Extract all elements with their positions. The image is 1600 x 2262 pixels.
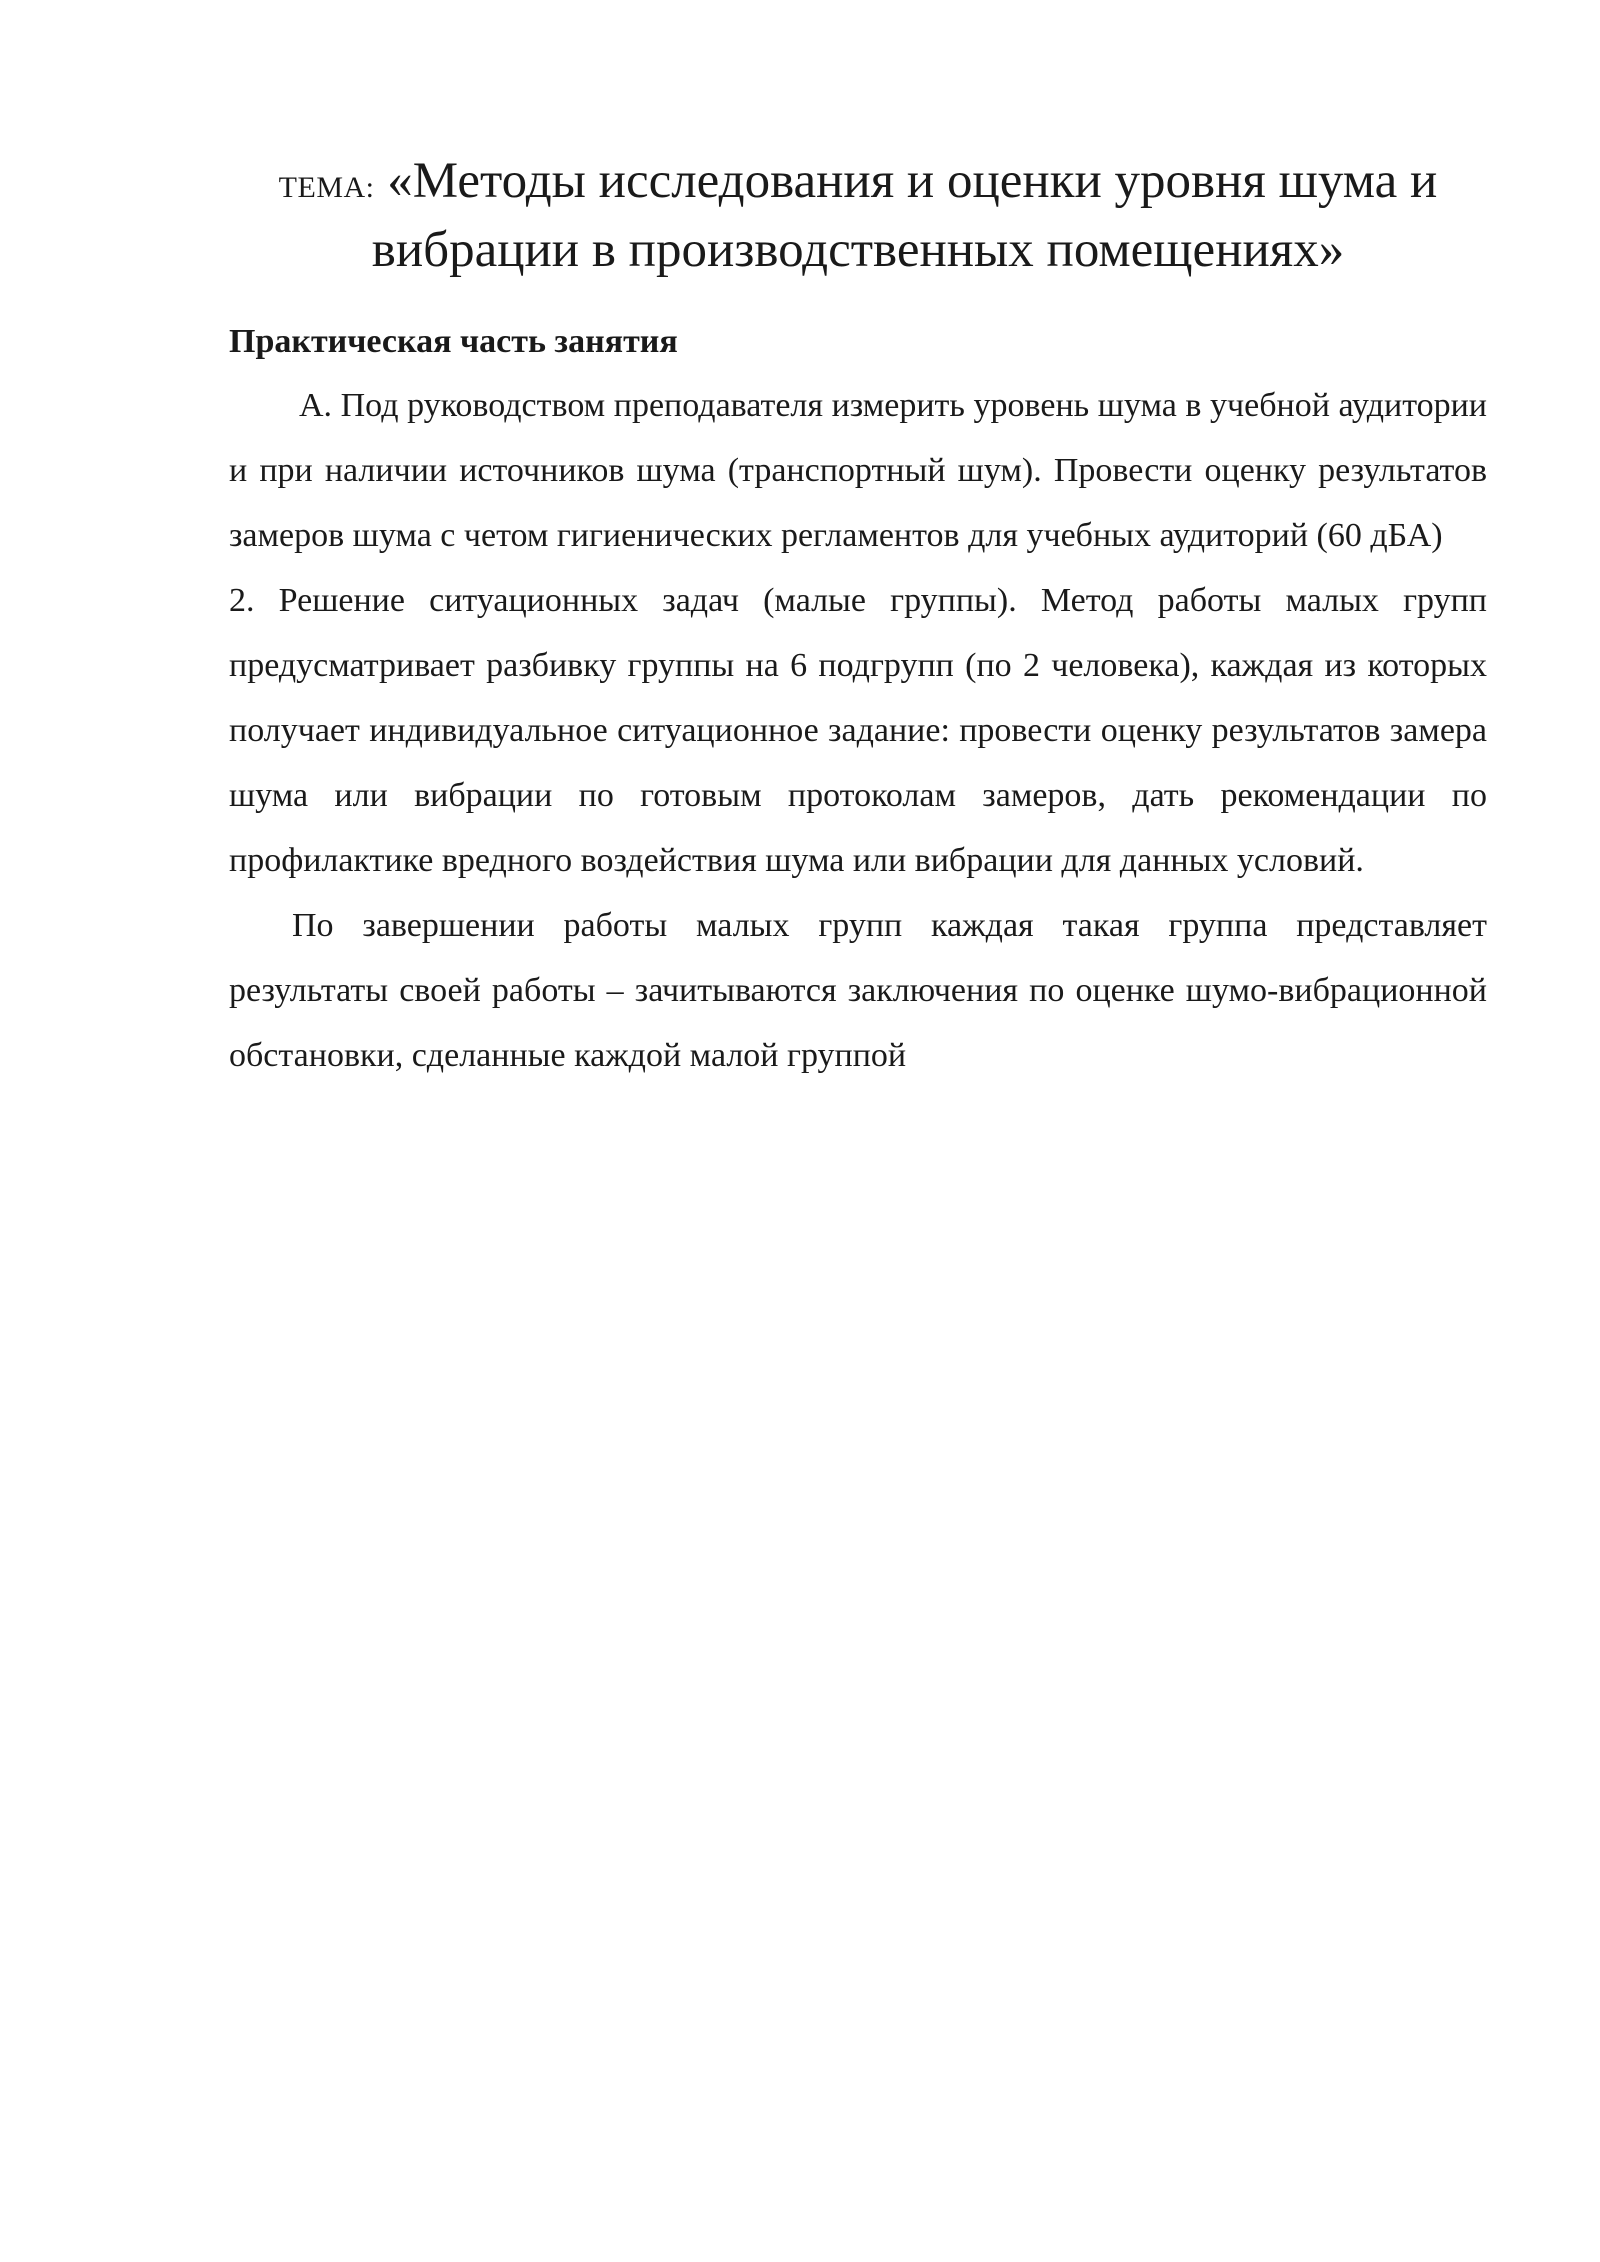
paragraph-task-a: А. Под руководством преподавателя измерить уровень шума в учебной аудитории и при наличии источников шума (транспортный шум). Провести оценку результатов замеров шума с четом гигиенических регламентов для учебных аудиторий (60 дБА)	[229, 387, 1487, 554]
page-title	[229, 150, 1487, 281]
paragraph-task-2: 2. Решение ситуационных задач (малые группы). Метод работы малых групп предусматривает разбивку группы на 6 подгрупп (по 2 человека), каждая из которых получает индивидуальное ситуационное задание: провести оценку результатов замера шума или вибрации по готовым протоколам замеров, дать рекомендации по профилактике вредного воздействия шума или вибрации для данных условий.	[229, 582, 1487, 879]
title-main: «Методы исследования и оценки уровня шума и вибрации в производственных помещениях»	[371, 153, 1438, 278]
section-heading: Практическая часть занятия	[229, 323, 678, 360]
title-prefix: ТЕМА:	[278, 171, 375, 204]
document-page	[229, 150, 1487, 1088]
paragraph-conclusion: По завершении работы малых групп каждая такая группа представляет результаты своей работы – зачитываются заключения по оценке шумо-вибрационной обстановки, сделанные каждой малой группой	[229, 907, 1487, 1074]
